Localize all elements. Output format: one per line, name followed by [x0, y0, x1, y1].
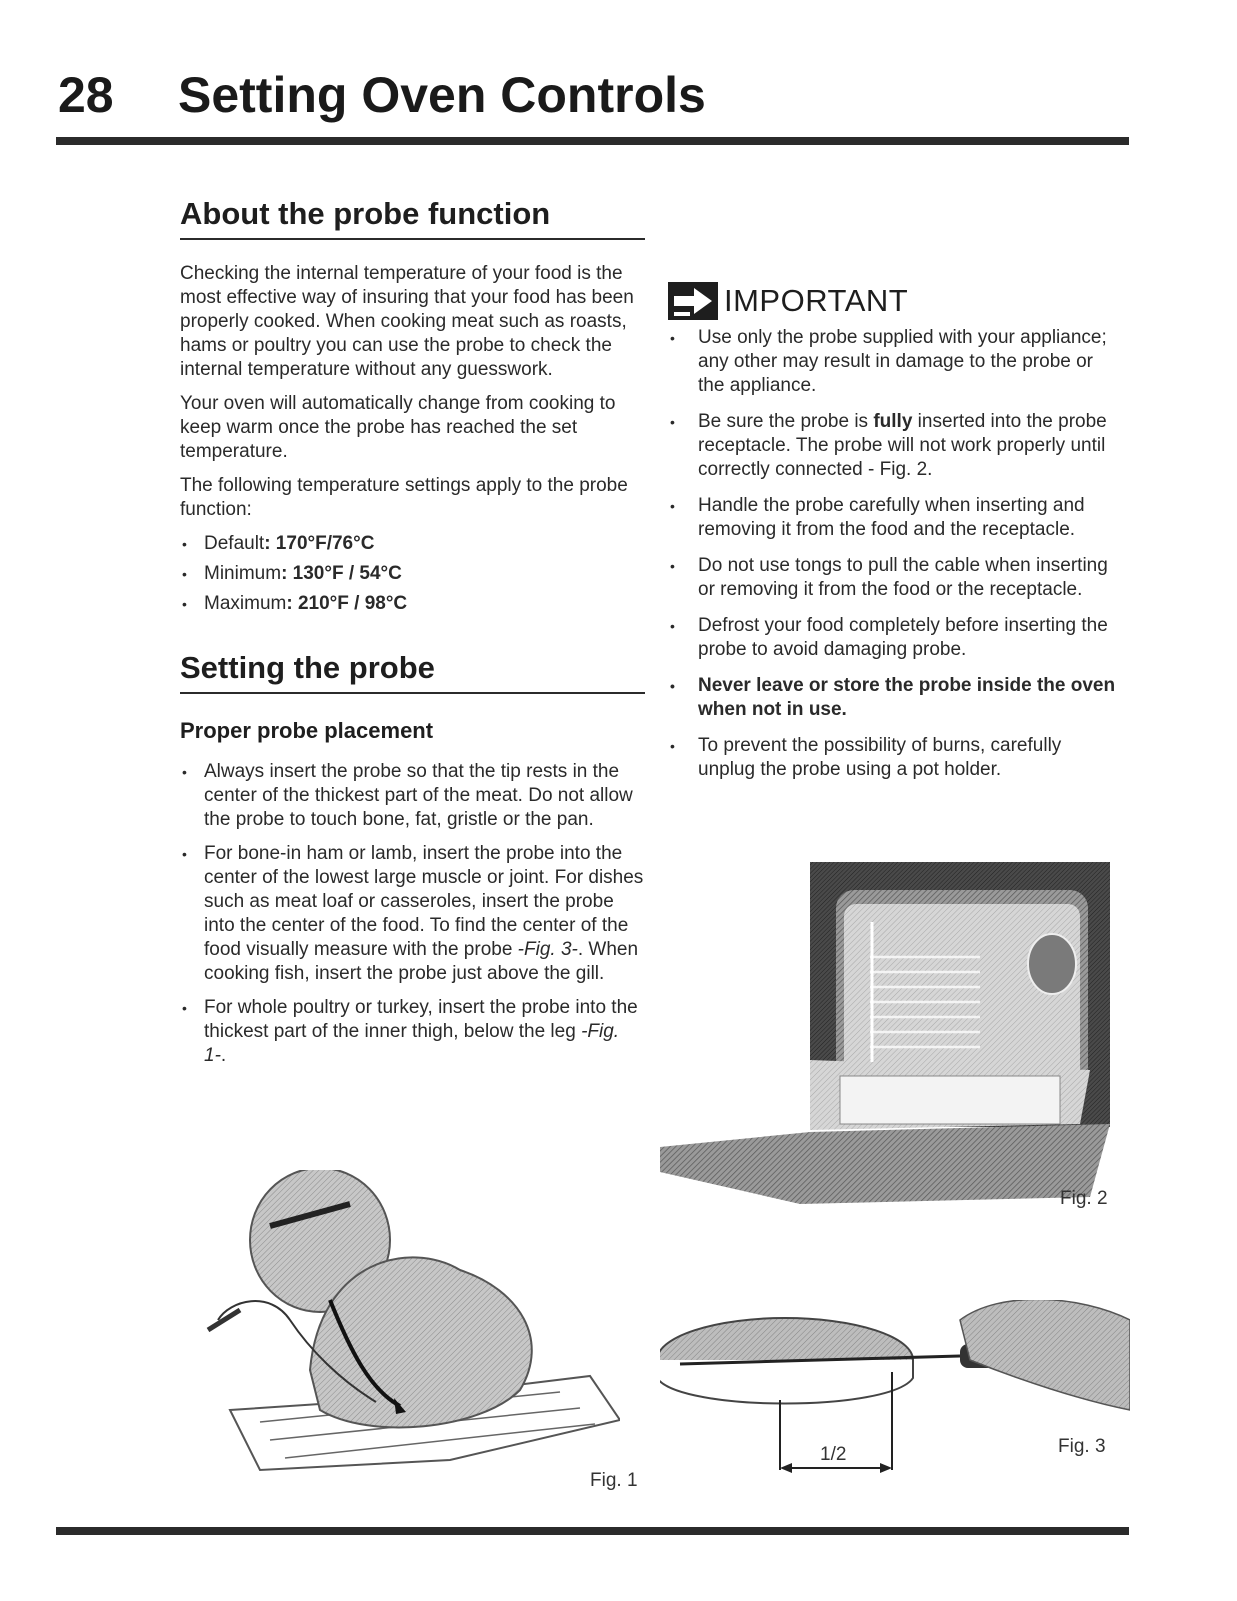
important-item-5: • Defrost your food completely before inserting the probe to avoid damaging probe.: [668, 614, 1118, 662]
fig3-label: Fig. 3: [1058, 1436, 1106, 1457]
page-title: Setting Oven Controls: [178, 67, 706, 123]
fig3-reference: -Fig. 3-: [517, 939, 578, 960]
left-column: [180, 196, 645, 1078]
important-item-2: [668, 410, 1118, 482]
setting-maximum-label: Maximum: [204, 593, 287, 614]
setting-maximum-value: : 210°F / 98°C: [286, 593, 408, 614]
page-number: 28: [58, 67, 114, 123]
placement-item-3: [180, 996, 645, 1068]
important-item-2-text: Be sure the probe is: [698, 411, 874, 432]
placement-subheading: Proper probe placement: [180, 718, 434, 743]
placement-item-3-tail: .: [220, 1045, 227, 1066]
fig2-label: Fig. 2: [1060, 1188, 1108, 1209]
setting-minimum: [180, 562, 645, 586]
about-heading: About the probe function: [180, 196, 645, 240]
important-title: IMPORTANT: [724, 283, 909, 318]
poultry-illustration: [200, 1170, 620, 1490]
important-item-2-emphasis: fully: [873, 411, 913, 432]
header-rule: [56, 137, 1129, 145]
footer-rule: [56, 1527, 1129, 1535]
important-item-1: • Use only the probe supplied with your appliance; any other may result in damage to the probe or the appliance.: [668, 326, 1118, 398]
fig1-reference: -Fig. 1-: [204, 1021, 620, 1066]
right-column: [668, 282, 1118, 794]
placement-item-2: [180, 842, 645, 986]
important-header: [668, 282, 1118, 320]
arrow-icon: [668, 282, 718, 320]
setting-minimum-label: Minimum: [204, 563, 282, 584]
important-item-6: • Never leave or store the probe inside the oven when not in use.: [668, 674, 1118, 722]
placement-item-1: • Always insert the probe so that the tip rests in the center of the thickest part of the meat. Do not allow the probe to touch bone, fat, gristle or the pan.: [180, 760, 645, 832]
about-paragraph-2: Your oven will automatically change from cooking to keep warm once the probe has reached the set temperature.: [180, 393, 616, 462]
setting-probe-heading: Setting the probe: [180, 650, 645, 694]
setting-default-value: : 170°F/76°C: [264, 533, 375, 554]
setting-minimum-value: : 130°F / 54°C: [281, 563, 402, 584]
important-item-7: • To prevent the possibility of burns, carefully unplug the probe using a pot holder.: [668, 734, 1118, 782]
important-item-2-tail: inserted into the probe receptacle. The probe will not work properly until correctly connected - Fig. 2.: [698, 411, 1107, 480]
placement-item-2-tail: . When cooking fish, insert the probe just above the gill.: [204, 939, 639, 984]
important-item-3: • Handle the probe carefully when inserting and removing it from the food and the receptacle.: [668, 494, 1118, 542]
fig3-measure-label: 1/2: [820, 1444, 847, 1465]
about-paragraph-3: The following temperature settings apply to the probe function:: [180, 475, 628, 520]
setting-maximum: [180, 592, 645, 616]
important-list: [668, 326, 1118, 782]
setting-default: [180, 532, 645, 556]
placement-list: [180, 760, 645, 1068]
about-paragraph-1: Checking the internal temperature of your food is the most effective way of insuring that your food has been properly cooked. When cooking meat such as roasts, hams or poultry you can use the probe to check the internal temperature without any guesswork.: [180, 263, 634, 380]
fig1-label: Fig. 1: [590, 1470, 638, 1491]
setting-default-label: Default: [204, 533, 265, 554]
placement-item-2-text: For bone-in ham or lamb, insert the probe into the center of the lowest large muscle or joint. For dishes such as meat loaf or casseroles, insert the probe into the center of the food. To find the center of the food visually measure with the probe: [204, 843, 644, 960]
oven-illustration: [660, 862, 1130, 1222]
placement-item-3-text: For whole poultry or turkey, insert the probe into the thickest part of the inner thigh, below the leg: [204, 997, 638, 1042]
important-item-4: • Do not use tongs to pull the cable when inserting or removing it from the food or the receptacle.: [668, 554, 1118, 602]
measuring-probe-illustration: [660, 1300, 1130, 1510]
temperature-settings-list: [180, 532, 645, 616]
